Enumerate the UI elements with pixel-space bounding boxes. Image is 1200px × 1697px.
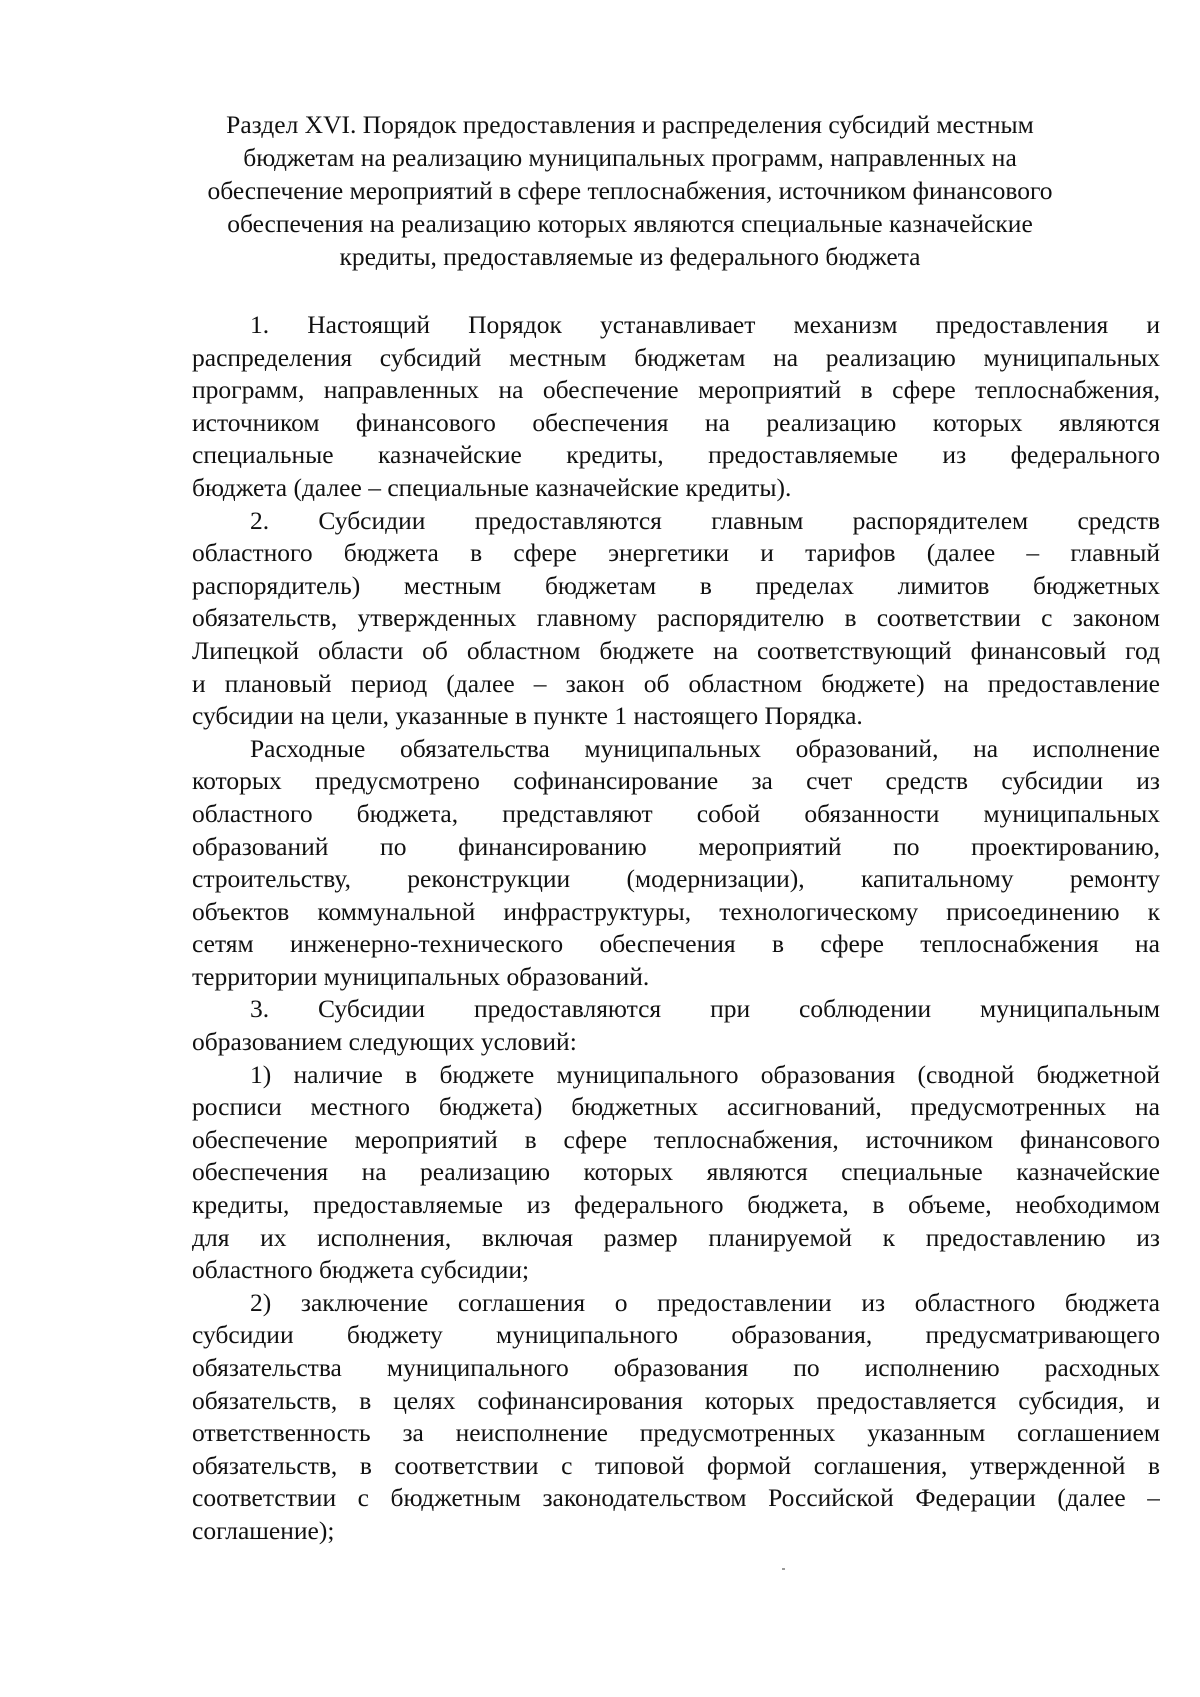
paragraph-item-2 [192,505,1160,733]
text-line: областного бюджета, представляют собой обязанности муниципальных [192,798,1160,828]
text-line: строительству, реконструкции (модернизации), капитальному ремонту [192,864,1160,894]
text-line: обязательства муниципального образования по исполнению расходных [192,1353,1160,1382]
section-heading-line: бюджетам на реализацию муниципальных программ, направленных на [243,143,1017,172]
paragraph-condition-1 [192,1059,1160,1287]
text-line: обязательств, в целях софинансирования которых предоставляется субсидия, и [192,1385,1160,1415]
text-line: распределения субсидий местным бюджетам на реализацию муниципальных [192,342,1160,372]
text-line: ответственность за неисполнение предусмотренных указанным соглашением [192,1418,1160,1448]
paragraph-item-3 [192,993,1160,1058]
section-heading-line: обеспечения на реализацию которых являются специальные казначейские [227,209,1033,238]
text-line: росписи местного бюджета) бюджетных ассигнований, предусмотренных на [192,1092,1160,1122]
text-line: распорядитель) местным бюджетам в пределах лимитов бюджетных [192,570,1160,600]
text-line: обеспечение мероприятий в сфере теплоснабжения, источником финансового [192,1124,1160,1154]
text-line: специальные казначейские кредиты, предоставляемые из федерального [192,440,1160,470]
text-line: для их исполнения, включая размер планируемой к предоставлению из [192,1222,1160,1252]
text-line: Расходные обязательства муниципальных образований, на исполнение [250,733,1160,763]
text-line: обязательств, утвержденных главному распорядителю в соответствии с законом [192,603,1160,633]
section-heading [180,108,1080,273]
text-line: объектов коммунальной инфраструктуры, технологическому присоединению к [192,896,1160,926]
document-body [192,309,1160,1548]
text-line: 1. Настоящий Порядок устанавливает механизм предоставления и [250,310,1160,339]
text-line: сетям инженерно-технического обеспечения в сфере теплоснабжения на [192,929,1160,959]
text-line: соглашение); [192,1515,335,1545]
text-line: обязательств, в соответствии с типовой формой соглашения, утвержденной в [192,1450,1160,1480]
text-line: образованием следующих условий: [192,1027,577,1057]
text-line: бюджета (далее – специальные казначейские кредиты). [192,472,792,502]
section-heading-line: Раздел XVI. Порядок предоставления и распределения субсидий местным [226,110,1034,139]
text-line: которых предусмотрено софинансирование за счет средств субсидии из [192,766,1160,796]
text-line: Липецкой области об областном бюджете на соответствующий финансовый год [192,635,1160,665]
text-line: 2) заключение соглашения о предоставлении из областного бюджета [250,1287,1160,1317]
paragraph-condition-2 [192,1287,1160,1548]
text-line: обеспечения на реализацию которых являются специальные казначейские [192,1157,1160,1187]
section-heading-line: кредиты, предоставляемые из федерального бюджета [339,242,921,271]
paragraph-obligations [192,733,1160,994]
text-line: 2. Субсидии предоставляются главным распорядителем средств [250,505,1160,535]
text-line: и плановый период (далее – закон об областном бюджете) на предоставление [192,668,1160,698]
text-line: программ, направленных на обеспечение мероприятий в сфере теплоснабжения, [192,375,1160,405]
text-line: субсидии на цели, указанные в пункте 1 настоящего Порядка. [192,701,863,731]
text-line: кредиты, предоставляемые из федерального бюджета, в объеме, необходимом [192,1190,1160,1220]
text-line: областного бюджета субсидии; [192,1255,530,1285]
section-heading-line: обеспечение мероприятий в сфере теплоснабжения, источником финансового [207,176,1053,205]
text-line: территории муниципальных образований. [192,961,650,991]
text-line: 3. Субсидии предоставляются при соблюдении муниципальным [250,994,1160,1024]
text-line: соответствии с бюджетным законодательством Российской Федерации (далее – [192,1483,1160,1513]
paragraph-item-1 [192,309,1160,505]
scan-speck [782,1568,785,1570]
text-line: источником финансового обеспечения на реализацию которых являются [192,407,1160,437]
text-line: областного бюджета в сфере энергетики и тарифов (далее – главный [192,538,1160,568]
text-line: 1) наличие в бюджете муниципального образования (сводной бюджетной [250,1059,1160,1089]
text-line: субсидии бюджету муниципального образования, предусматривающего [192,1320,1160,1350]
text-line: образований по финансированию мероприятий по проектированию, [192,831,1160,861]
